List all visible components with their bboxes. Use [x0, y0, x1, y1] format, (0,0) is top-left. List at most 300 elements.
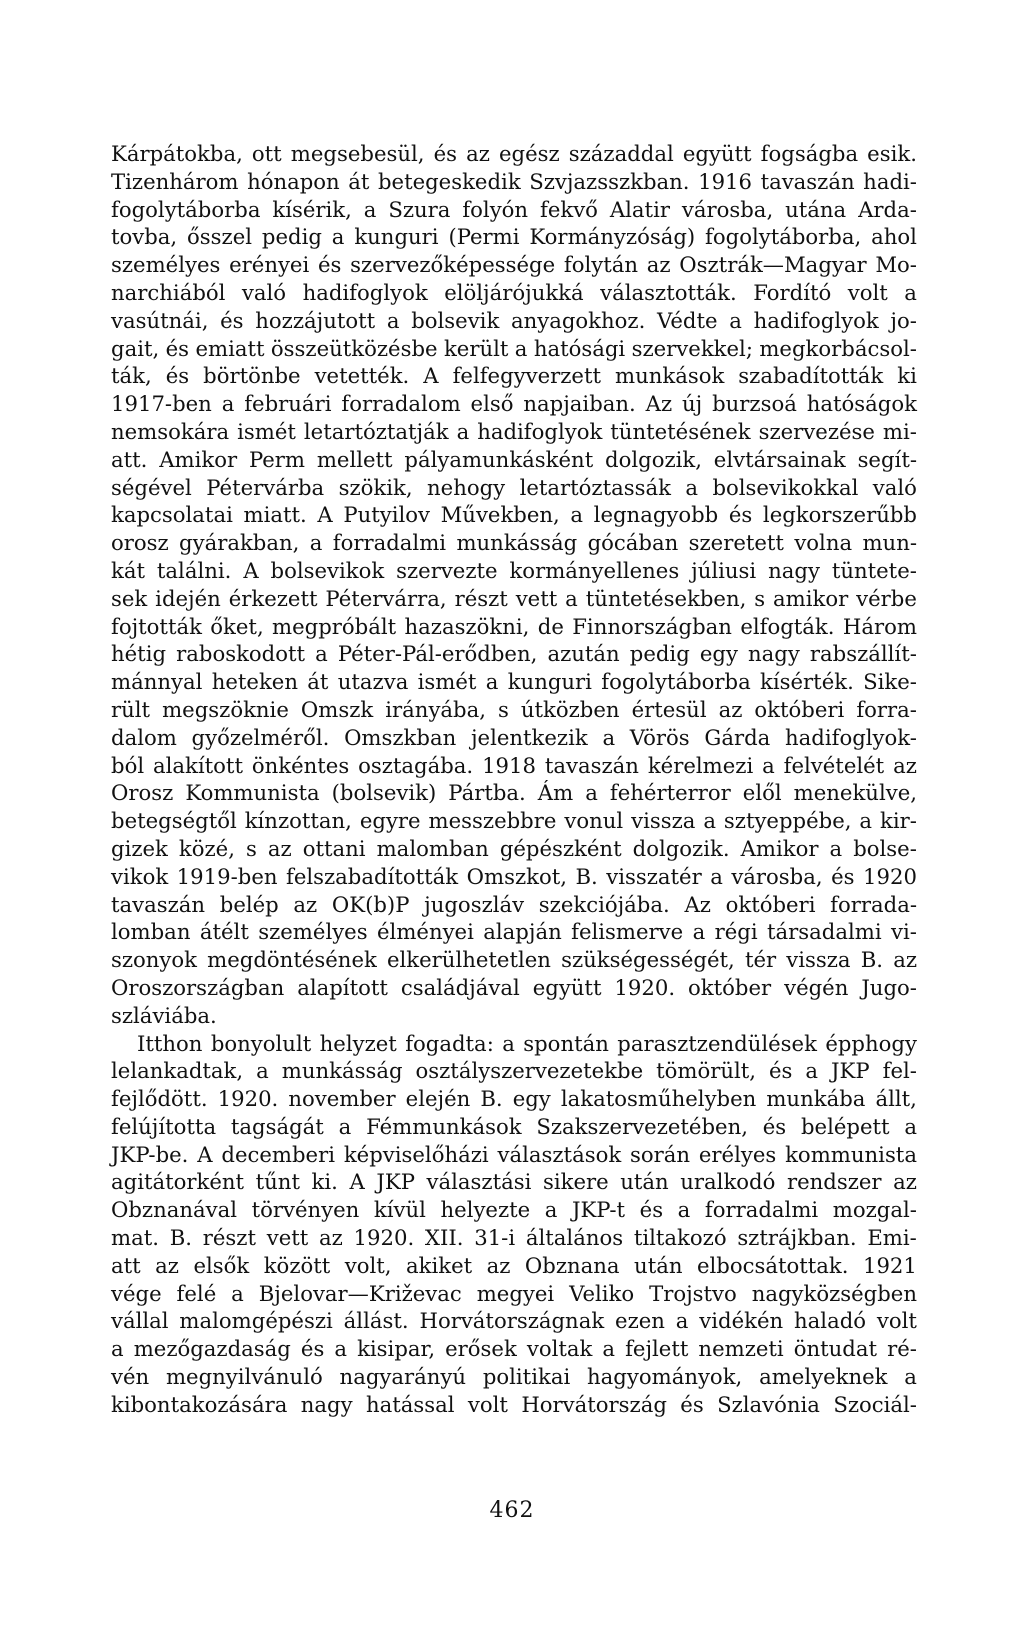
word: ősszel [187, 224, 253, 250]
text-line [111, 1280, 917, 1308]
word: Az [684, 891, 711, 917]
word: tüntetésekben, [585, 585, 747, 611]
word: a [602, 724, 616, 750]
word: részt [454, 585, 508, 611]
word: A [197, 1141, 213, 1167]
word: vasútnái, [111, 307, 209, 333]
word: Művekben, [440, 502, 560, 528]
word: bolse- [853, 835, 917, 861]
word: vissza [631, 808, 696, 834]
word: heteken [211, 669, 298, 695]
word: dolgozik. [632, 835, 730, 861]
word: mozgal- [832, 1197, 917, 1223]
word: ezen [615, 1308, 665, 1334]
word: forrada- [830, 891, 917, 917]
word: JKP-t [571, 1197, 626, 1223]
word: a [111, 1336, 124, 1362]
word: nagyarányú [339, 1364, 467, 1390]
text-line [111, 640, 917, 668]
text-line [111, 863, 917, 891]
word: kapcsolatai [111, 502, 233, 528]
text-line [111, 140, 917, 168]
word: ból [111, 752, 145, 778]
word: a [309, 530, 323, 556]
word: Oroszországban [111, 974, 285, 1000]
word: és [317, 252, 342, 278]
word: a [315, 641, 328, 667]
word: hétig [111, 641, 167, 667]
word: munkásság [281, 1058, 403, 1084]
word: a [805, 1058, 819, 1084]
word: törvényen [251, 1197, 360, 1223]
word: a [221, 391, 235, 417]
word: és [433, 141, 458, 166]
word: hadifoglyok- [785, 724, 917, 750]
word: általános [525, 1225, 624, 1251]
word: fogolytáborba, [705, 224, 862, 250]
word: Obznana [524, 1252, 620, 1278]
word: vetették. [314, 363, 410, 389]
word: nagyközségben [751, 1280, 917, 1306]
word: A [349, 1169, 365, 1195]
word: megkorbácsol- [759, 335, 917, 361]
word: erélyes [698, 1141, 777, 1167]
word: 1917-ben [111, 391, 212, 417]
word: megnyilvánuló [165, 1364, 323, 1390]
word: osztályszervezetekbe [415, 1058, 644, 1084]
word: forradalmi [704, 1197, 819, 1223]
word: Pártba. [448, 780, 526, 806]
word: a [363, 196, 377, 222]
word: forra- [856, 696, 917, 722]
word: sikere [542, 1169, 609, 1195]
word: elsők [193, 1252, 250, 1278]
text-line [111, 1196, 917, 1224]
word: útközben [520, 696, 620, 722]
word: állt, [875, 1086, 917, 1112]
text-line [111, 1057, 917, 1085]
word: hazaszökni, [404, 613, 530, 639]
word: hadifoglyok [753, 307, 879, 333]
word: ott [251, 141, 282, 166]
word: fogságba [760, 141, 859, 166]
word: Horvátországnak [419, 1308, 605, 1334]
word: és [680, 1391, 704, 1417]
word: városba, [681, 196, 774, 222]
text-line [111, 613, 917, 641]
word: tömörült, [656, 1058, 757, 1084]
word: Fordító [753, 279, 832, 305]
word: lelankadtak, [111, 1058, 244, 1084]
word: családjával [400, 974, 520, 1000]
page-number: 462 [489, 1498, 535, 1523]
text-line [111, 807, 917, 835]
word: jelentkezik [470, 724, 588, 750]
word: szeretett [688, 530, 784, 556]
word: megpróbált [272, 613, 397, 639]
word: Alatir [609, 196, 670, 222]
text-line [111, 557, 917, 585]
word: egy [699, 641, 738, 667]
word: megdöntésének [207, 947, 377, 973]
word: elvtársainak [713, 446, 846, 472]
word: 1920. [217, 1086, 279, 1112]
text-line [111, 835, 917, 863]
word: az [893, 752, 917, 778]
word: Finnországban [572, 613, 732, 639]
word: rabszállít- [809, 641, 917, 667]
text-line [111, 1030, 917, 1058]
word: századdal [568, 141, 674, 166]
word: ki. [311, 1169, 338, 1195]
word: rendszer [786, 1169, 882, 1195]
word: a [386, 307, 400, 333]
word: alakított [153, 752, 243, 778]
word: őket, [210, 613, 264, 639]
word: hadifoglyok [302, 279, 428, 305]
word: visszatér [606, 863, 702, 889]
word: Három [842, 613, 917, 639]
word: során [630, 1141, 691, 1167]
word: kínzottan, [244, 808, 352, 834]
word: nagy [300, 1391, 353, 1417]
word: elején [405, 1086, 471, 1112]
word: 1920. [614, 974, 676, 1000]
word: tüntete- [831, 557, 917, 583]
word: szabadították [738, 363, 884, 389]
word: malomgépészi [179, 1308, 333, 1334]
word: mánnyal [111, 669, 203, 695]
word: Bjelovar—Križevac [258, 1280, 462, 1306]
text-line [111, 724, 917, 752]
word: OK(b)P [331, 891, 410, 917]
word: JKP-be. [111, 1141, 189, 1167]
word: személyes [111, 252, 221, 278]
word: belépett [800, 1113, 890, 1139]
word: 1919-ben [176, 863, 278, 889]
word: legnagyobb [593, 502, 719, 528]
word: egész [498, 141, 560, 166]
word: munkába [766, 1086, 866, 1112]
word: akiket [406, 1252, 473, 1278]
text-line [111, 946, 917, 974]
word: választások [497, 1141, 622, 1167]
word: lomban [111, 919, 191, 945]
word: burzsoá [712, 391, 797, 417]
word: októberi [725, 891, 816, 917]
word: volt, [344, 1252, 392, 1278]
word: és [728, 502, 753, 528]
word: Kárpátokba, [111, 141, 243, 166]
word: letartóztassák [519, 474, 671, 500]
word: és [165, 335, 190, 361]
word: tér [744, 947, 777, 973]
word: Szlavónia [717, 1391, 820, 1417]
word: Obznanával [111, 1197, 238, 1223]
text-line [111, 974, 917, 1002]
word: (Permi [448, 224, 520, 250]
word: át [348, 168, 370, 194]
word: Gárda [704, 724, 771, 750]
word: vége [111, 1280, 162, 1306]
word: 1921 [862, 1252, 917, 1278]
word: felfegyverzett [452, 363, 601, 389]
word: nagy [768, 557, 820, 583]
word: Arda- [858, 196, 917, 222]
word: épphogy [825, 1030, 917, 1056]
word: a [710, 863, 723, 889]
word: A [243, 557, 259, 583]
word: sek [111, 585, 148, 611]
text-line [111, 1168, 917, 1196]
word: élményei [377, 919, 474, 945]
word: és [769, 1058, 793, 1084]
word: átélt [199, 919, 249, 945]
word: bonyolult [210, 1030, 312, 1056]
word: orosz [111, 530, 169, 556]
text-line [111, 779, 917, 807]
word: személyes [258, 919, 368, 945]
text-line [111, 307, 917, 335]
word: kísérik, [272, 196, 352, 222]
word: önkéntes [251, 752, 350, 778]
word: találni. [156, 557, 232, 583]
word: Jugo- [861, 974, 917, 1000]
word: Szvjazsszkban. [529, 168, 690, 194]
word: kommunista [785, 1141, 917, 1167]
word: vikok [111, 863, 169, 889]
word: ták, [111, 363, 152, 389]
word: a [703, 808, 716, 834]
word: parasztzendülések [617, 1030, 817, 1056]
word: folyón [462, 196, 529, 222]
word: szervezése [758, 418, 875, 444]
word: a [685, 474, 699, 500]
word: az [155, 1252, 179, 1278]
word: segít- [857, 446, 917, 472]
word: győzelméről. [191, 724, 330, 750]
text-line [111, 696, 917, 724]
word: messzebbre [428, 808, 557, 834]
word: kívül [373, 1197, 426, 1223]
word: ismét [237, 418, 296, 444]
word: kísérték. [760, 669, 854, 695]
word: Omszk [300, 696, 374, 722]
word: Szociál- [833, 1391, 917, 1417]
word: megyei [476, 1280, 555, 1306]
word: megszöknie [162, 696, 289, 722]
word: kibontakozására [111, 1391, 288, 1417]
word: a [334, 1336, 348, 1362]
word: értesül [631, 696, 707, 722]
word: JKP [831, 1058, 870, 1084]
word: Kormányzóság) [529, 224, 696, 250]
word: volt [847, 279, 888, 305]
word: az [319, 1225, 343, 1251]
word: hatással [365, 1391, 455, 1417]
word: B. [860, 947, 884, 973]
word: gait, [111, 335, 160, 361]
text-line [111, 1002, 917, 1030]
word: összeütközésbe [270, 335, 438, 361]
word: kunguri [507, 669, 592, 695]
word: szekciójába. [538, 891, 670, 917]
word: forradalom [341, 391, 461, 417]
word: XII. [424, 1225, 464, 1251]
word: Horvátország [521, 1391, 667, 1417]
text-line [111, 335, 917, 363]
word: lakatosműhelyben [560, 1086, 757, 1112]
text-line [111, 251, 917, 279]
word: elől [742, 780, 782, 806]
word: fejlődött. [111, 1086, 208, 1112]
word: hatóságok [806, 391, 917, 417]
word: a [692, 919, 706, 945]
word: börtönbe [203, 363, 301, 389]
word: dolgozik, [605, 446, 702, 472]
word: Veliko [569, 1280, 635, 1306]
word: dalom [111, 724, 177, 750]
text-line [111, 529, 917, 557]
word: uralkodó [680, 1169, 776, 1195]
word: hagyományok, [587, 1364, 743, 1390]
word: narchiából [111, 279, 226, 305]
word: erősek [445, 1336, 517, 1362]
word: agitátorként [111, 1169, 245, 1195]
word: 1920 [863, 863, 917, 889]
word: és [639, 1197, 664, 1223]
word: mat. [111, 1225, 159, 1251]
word: Itthon [137, 1030, 203, 1056]
word: állást. [343, 1308, 409, 1334]
word: városba, [731, 863, 823, 889]
word: raboskodott [176, 641, 306, 667]
word: régi [714, 919, 758, 945]
word: az [893, 1169, 917, 1195]
word: felújította [111, 1113, 217, 1139]
word: fehérterror [609, 780, 731, 806]
word: a [829, 835, 843, 861]
word: tagságát [230, 1113, 324, 1139]
word: nemzeti [698, 1336, 784, 1362]
word: tavaszán [544, 752, 639, 778]
word: az [893, 947, 917, 973]
text-line [111, 918, 917, 946]
word: kunguri [354, 224, 439, 250]
word: pedig [629, 641, 690, 667]
word: a [502, 1030, 515, 1056]
text-line [111, 1113, 917, 1141]
word: a [585, 780, 598, 806]
word: és [300, 1336, 325, 1362]
word: (bolsevik) [331, 780, 437, 806]
text-line [111, 1307, 917, 1335]
word: pályamunkásként [404, 446, 594, 472]
word: felismerve [571, 919, 684, 945]
word: felszabadították [285, 863, 459, 889]
word: Trojstvo [649, 1280, 737, 1306]
word: menekülve, [793, 780, 917, 806]
word: vén [111, 1364, 150, 1390]
word: februári [244, 391, 332, 417]
word: Péter-Pál-erődben, [337, 641, 538, 667]
word: elfogták. [740, 613, 835, 639]
word: Mo- [875, 252, 917, 278]
word: 31-i [474, 1225, 516, 1251]
word: decemberi [221, 1141, 335, 1167]
word: fogolytáborba [601, 669, 751, 695]
word: a [338, 1113, 352, 1139]
text-line [111, 1391, 917, 1419]
word: Tizenhárom [111, 168, 239, 194]
word: társadalmi [767, 919, 882, 945]
word: 1918 [482, 752, 536, 778]
word: egy [512, 1086, 551, 1112]
word: ségével [111, 474, 192, 500]
word: gyárakban, [179, 530, 300, 556]
word: Omszkban [344, 724, 457, 750]
word: anyagokhoz. [510, 307, 646, 333]
word: betegségtől [111, 808, 237, 834]
word: ahol [871, 224, 917, 250]
word: a [544, 1197, 558, 1223]
word: ki [897, 363, 917, 389]
word: osztagába. [358, 752, 474, 778]
word: tavaszán [760, 168, 855, 194]
word: B. [169, 1225, 193, 1251]
word: részt [202, 1225, 256, 1251]
word: sztrájkban. [737, 1225, 857, 1251]
word: Osztrák—Magyar [679, 252, 867, 278]
word: együtt [682, 141, 752, 166]
word: az [718, 696, 743, 722]
text-line [111, 1141, 917, 1169]
word: új [682, 391, 703, 417]
word: folytán [563, 252, 639, 278]
word: gizek [111, 835, 168, 861]
word: gócában [587, 530, 679, 556]
word: át [307, 669, 329, 695]
word: forradalmi [332, 530, 447, 556]
word: közé, [178, 835, 235, 861]
word: szláviába. [111, 1002, 217, 1028]
word: Ám [537, 780, 574, 806]
word: a [675, 1308, 689, 1334]
word: fekvő [539, 196, 598, 222]
word: bolsevik [411, 307, 500, 333]
word: a [231, 1280, 244, 1306]
word: együtt [532, 974, 602, 1000]
word: jugoszláv [424, 891, 525, 917]
word: fejlett [625, 1336, 689, 1362]
word: mi- [882, 418, 917, 444]
word: mellett [316, 446, 393, 472]
word: Fémmunkások [366, 1113, 522, 1139]
word: voltak [526, 1336, 593, 1362]
word: 1920. [353, 1225, 415, 1251]
word: volna [794, 530, 853, 556]
word: amikor [773, 585, 849, 611]
word: felvételét [783, 752, 885, 778]
word: és [831, 863, 855, 889]
word: a [570, 502, 584, 528]
word: miatt. [243, 502, 307, 528]
word: hadi- [863, 168, 917, 194]
word: a [565, 585, 578, 611]
word: amelyeknek [759, 1364, 888, 1390]
word: az [486, 1252, 511, 1278]
word: fel- [882, 1058, 917, 1084]
